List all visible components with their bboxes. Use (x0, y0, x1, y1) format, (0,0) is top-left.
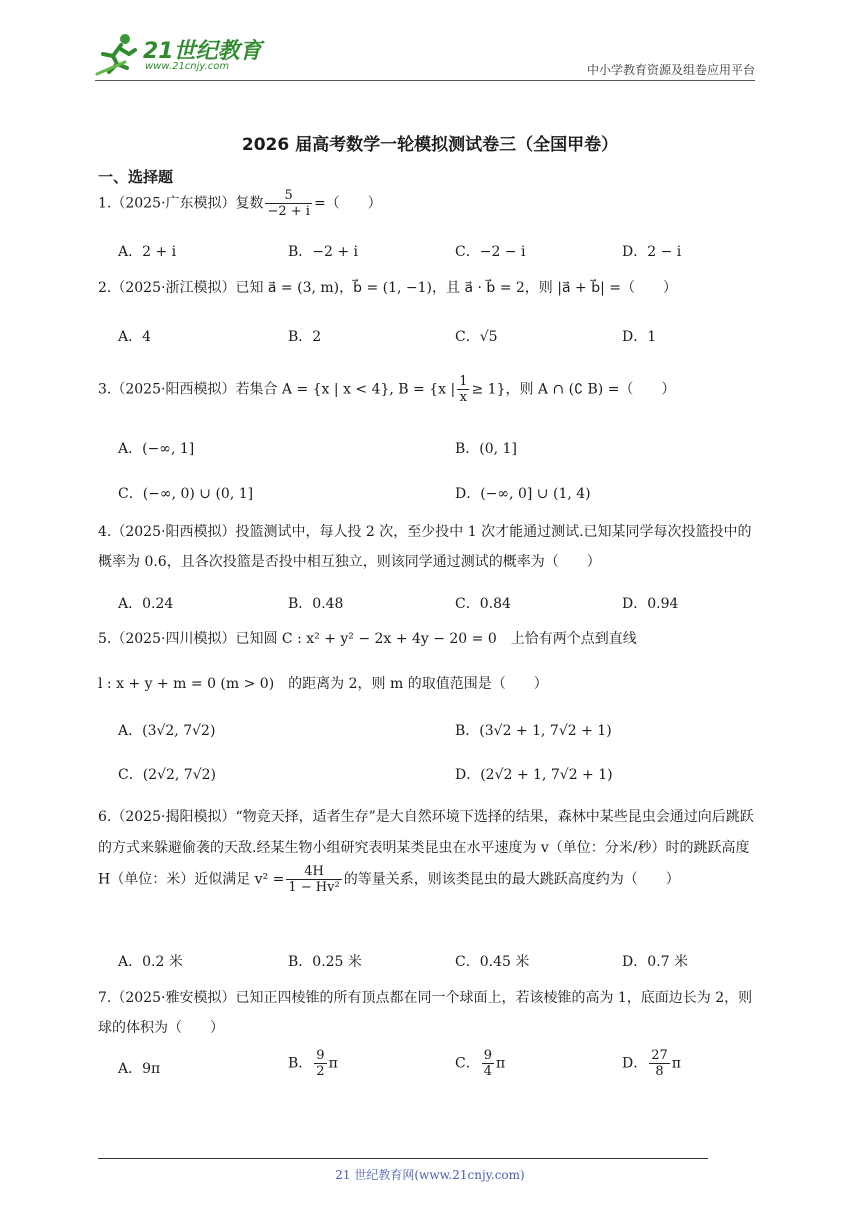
option-d[interactable]: D．0.94 (622, 596, 679, 612)
page-header (95, 28, 755, 81)
option-b[interactable] (288, 1048, 338, 1079)
fraction-denominator: x (459, 390, 468, 405)
question-7 (98, 983, 762, 1043)
option-a[interactable]: A．2 + i (118, 244, 177, 260)
question-number: 4. (98, 524, 112, 540)
fraction-numerator: 9 (316, 1048, 325, 1063)
page-footer: 21 世纪教育网(www.21cnjy.com) (335, 1168, 525, 1182)
fraction-denominator: −2 + i (267, 204, 310, 219)
question-number: 6. (98, 809, 112, 825)
question-number: 2. (98, 280, 112, 296)
option-a[interactable]: A．(−∞, 1] (118, 441, 195, 457)
question-3 (98, 374, 762, 405)
option-c[interactable]: C．√5 (455, 329, 498, 345)
fraction-denominator: 2 (316, 1064, 325, 1079)
platform-name: 中小学教育资源及组卷应用平台 (586, 63, 755, 77)
option-c[interactable]: C．−2 − i (455, 244, 526, 260)
question-6 (98, 802, 762, 896)
fraction-numerator: 1 (459, 374, 468, 389)
option-d[interactable]: D．1 (622, 329, 657, 345)
option-a[interactable]: A．4 (118, 329, 152, 345)
option-a[interactable]: A．0.24 (118, 596, 174, 612)
pi-symbol: π (328, 1055, 338, 1072)
site-logo (95, 32, 265, 76)
option-b[interactable]: B．2 (288, 329, 322, 345)
fraction-denominator: 8 (655, 1064, 664, 1079)
option-a[interactable]: A．(3√2, 7√2) (118, 723, 216, 739)
question-stem: 已知 a⃗ = (3, m)，b⃗ = (1, −1)，且 a⃗ · b⃗ = 2，则 |a⃗ + b⃗| =（ ） (235, 280, 677, 296)
fraction (314, 1048, 326, 1079)
option-c[interactable]: C．0.84 (455, 596, 511, 612)
pi-symbol: π (496, 1055, 506, 1072)
question-source: （2025·广东模拟） (111, 195, 236, 212)
question-source: （2025·雅安模拟） (111, 990, 236, 1006)
option-d[interactable]: D．0.7 米 (622, 954, 688, 970)
question-stem: 已知正四棱锥的所有顶点都在同一个球面上，若该棱锥的高为 1，底面边长为 2，则球的体积为（ ） (98, 990, 753, 1036)
option-d[interactable]: D．(−∞, 0] ∪ (1, 4) (455, 486, 591, 502)
question-stem: 复数 (235, 195, 264, 212)
question-number: 7. (98, 990, 112, 1006)
fraction (286, 864, 341, 895)
option-d[interactable] (622, 1048, 681, 1079)
question-source: （2025·浙江模拟） (111, 280, 236, 296)
fraction (265, 188, 311, 219)
question-number: 3. (98, 381, 112, 398)
option-b[interactable]: B．(3√2 + 1, 7√2 + 1) (455, 723, 612, 739)
option-b[interactable]: B．−2 + i (288, 244, 359, 260)
option-c[interactable] (455, 1048, 505, 1079)
option-b[interactable]: B．0.25 米 (288, 954, 362, 970)
option-label: D． (622, 1055, 648, 1072)
question-stem-end: 的等量关系，则该类昆虫的最大跳跃高度约为（ ） (343, 871, 680, 888)
option-label: B． (288, 1055, 313, 1072)
option-c[interactable]: C．0.45 米 (455, 954, 530, 970)
logo-text: 21世纪教育 (143, 39, 262, 64)
question-stem: “物竞天择，适者生存”是大自然环境下选择的结果，森林中某些昆虫会通过向后跳跃的方式来躲避偷袭的天敌.经某生物小组研究表明某类昆虫在水平速度为 v（单位：分米/秒）时的跳跃高度 H（单位：米）近似满足 v² = (98, 809, 754, 888)
section-heading: 一、选择题 (98, 168, 174, 186)
option-d[interactable]: D．(2√2 + 1, 7√2 + 1) (455, 767, 613, 783)
question-2 (98, 273, 762, 303)
option-a[interactable]: A．9π (118, 1061, 161, 1077)
question-number: 1. (98, 195, 112, 212)
fraction-numerator: 9 (483, 1048, 492, 1063)
pi-symbol: π (671, 1055, 681, 1072)
fraction-numerator: 4H (286, 864, 341, 880)
question-stem: 若集合 A = {x | x < 4}, B = {x | (235, 381, 456, 398)
logo-url: www.21cnjy.com (145, 61, 230, 72)
fraction-numerator: 27 (651, 1048, 668, 1063)
option-label: C． (455, 1055, 480, 1072)
question-1 (98, 188, 762, 219)
fraction (649, 1048, 670, 1079)
question-source: （2025·阳西模拟） (111, 524, 236, 540)
question-stem: 已知圆 C : x² + y² − 2x + 4y − 20 = 0 上恰有两个点到直线 (235, 631, 637, 647)
question-source: （2025·阳西模拟） (111, 381, 236, 398)
fraction-numerator: 5 (265, 188, 311, 204)
question-source: （2025·四川模拟） (111, 631, 236, 647)
runner-logo-icon (95, 32, 141, 76)
option-c[interactable]: C．(2√2, 7√2) (118, 767, 217, 783)
page-title: 2026 届高考数学一轮模拟测试卷三（全国甲卷） (241, 135, 619, 155)
question-5 (98, 624, 762, 654)
option-c[interactable]: C．(−∞, 0) ∪ (0, 1] (118, 486, 254, 502)
option-a[interactable]: A．0.2 米 (118, 954, 183, 970)
option-d[interactable]: D．2 − i (622, 244, 682, 260)
fraction-denominator: 4 (483, 1064, 492, 1079)
fraction-denominator: 1 − Hv² (288, 880, 340, 895)
question-source: （2025·揭阳模拟） (111, 809, 236, 825)
question-stem-end: =（ ） (313, 195, 382, 212)
question-stem-end: ≥ 1}，则 A ∩ (∁ B) =（ ） (471, 381, 676, 398)
fraction (482, 1048, 494, 1079)
question-number: 5. (98, 631, 112, 647)
footer-divider (98, 1158, 708, 1159)
question-5-line-2: l : x + y + m = 0 (m > 0) 的距离为 2，则 m 的取值范围是（ ） (98, 676, 548, 692)
option-b[interactable]: B．0.48 (288, 596, 344, 612)
question-stem: 投篮测试中，每人投 2 次，至少投中 1 次才能通过测试.已知某同学每次投篮投中的概率为 0.6，且各次投篮是否投中相互独立，则该同学通过测试的概率为（ ） (98, 524, 752, 570)
fraction (457, 374, 469, 405)
question-4 (98, 517, 762, 577)
option-b[interactable]: B．(0, 1] (455, 441, 517, 457)
